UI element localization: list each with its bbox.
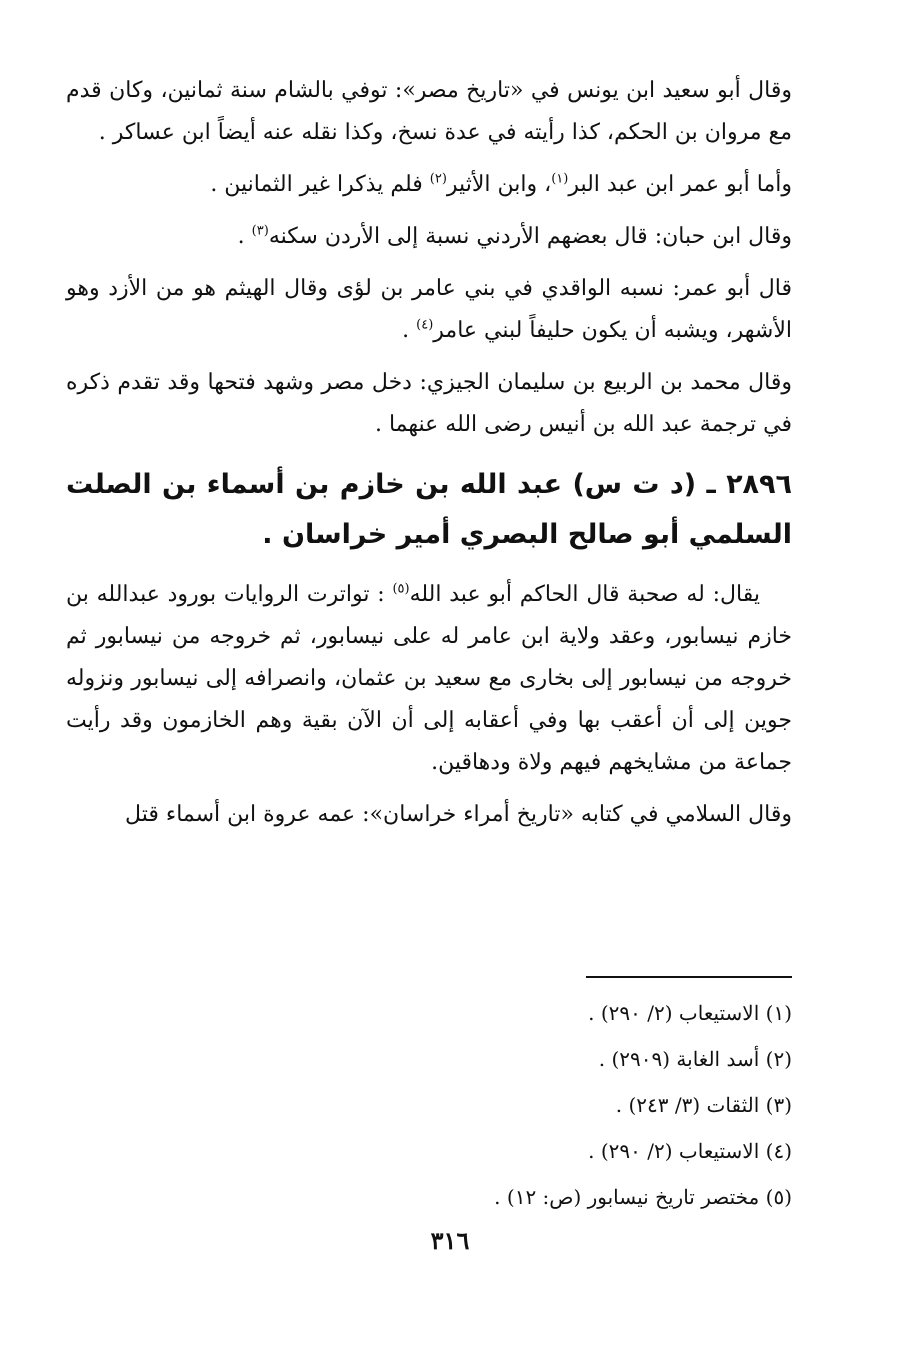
footnote-ref-4[interactable]: (٤) xyxy=(416,317,434,333)
paragraph-text: . xyxy=(402,318,417,343)
paragraph-text: : تواترت الروايات بورود عبدالله بن خازم نيسابور، وعقد ولاية ابن عامر له على نيسابور، ثم خروجه من نيسابور ثم خروجه من نيسابور إلى بخارى مع سعيد بن عثمان، وانصرافه إلى نيسابور ونزوله جوين إلى أن أعقب بها وفي أعقابه إلى أن الآن بقية وهم الخازمون وقد رأيت جماعة من مشايخهم فيهم ولاة ودهاقين. xyxy=(66,582,792,775)
footnote-divider xyxy=(586,976,792,978)
footnote-ref-2[interactable]: (٢) xyxy=(429,171,447,187)
paragraph-text: وأما أبو عمر ابن عبد البر xyxy=(568,172,792,197)
page-body xyxy=(66,70,792,846)
footnote-ref-5[interactable]: (٥) xyxy=(392,581,410,597)
paragraph-text: قال أبو عمر: نسبه الواقدي في بني عامر بن لؤى وقال الهيثم هو من الأزد وهو الأشهر، ويشبه أن يكون حليفاً لبني عامر xyxy=(66,276,792,343)
paragraph-ibn-yunus xyxy=(66,70,792,154)
paragraph-al-salami xyxy=(66,794,792,836)
footnote-1: (١) الاستيعاب (٢/ ٢٩٠) . xyxy=(588,1001,792,1025)
paragraph-text: وقال السلامي في كتابه «تاريخ أمراء خراسان»: عمه عروة ابن أسماء قتل xyxy=(125,802,792,827)
paragraph-text: فلم يذكرا غير الثمانين . xyxy=(210,172,430,197)
paragraph-text: وقال ابن حبان: قال بعضهم الأردني نسبة إلى الأردن سكنه xyxy=(268,224,792,249)
footnotes xyxy=(232,990,792,1220)
paragraph-nasab xyxy=(66,268,792,352)
paragraph-al-jizi xyxy=(66,362,792,446)
entry-heading: ٢٨٩٦ ـ (د ت س) عبد الله بن خازم بن أسماء بن الصلت السلمي أبو صالح البصري أمير خراسان . xyxy=(66,469,792,550)
page-number: ٣١٦ xyxy=(430,1226,470,1255)
footnote-ref-3[interactable]: (٣) xyxy=(251,223,269,239)
paragraph-text: وقال أبو سعيد ابن يونس في «تاريخ مصر»: توفي بالشام سنة ثمانين، وكان قدم مع مروان بن الحكم، كذا رأيته في عدة نسخ، وكذا نقله عنه أيضاً ابن عساكر . xyxy=(66,78,792,145)
footnote-ref-1[interactable]: (١) xyxy=(551,171,569,187)
footnote-4: (٤) الاستيعاب (٢/ ٢٩٠) . xyxy=(588,1139,792,1163)
footnote-5: (٥) مختصر تاريخ نيسابور (ص: ١٢) . xyxy=(494,1185,792,1209)
paragraph-ibn-hibban xyxy=(66,216,792,258)
paragraph-text: ، وابن الأثير xyxy=(446,172,552,197)
paragraph-text: يقال: له صحبة قال الحاكم أبو عبد الله xyxy=(409,582,760,607)
paragraph-text: . xyxy=(237,224,252,249)
footnote-3: (٣) الثقات (٣/ ٢٤٣) . xyxy=(615,1093,792,1117)
footnote-2: (٢) أسد الغابة (٢٩٠٩) . xyxy=(598,1047,792,1071)
paragraph-text: وقال محمد بن الربيع بن سليمان الجيزي: دخل مصر وشهد فتحها وقد تقدم ذكره في ترجمة عبد الله بن أنيس رضى الله عنهما . xyxy=(66,370,792,437)
paragraph-abu-umar xyxy=(66,164,792,206)
paragraph-al-hakim xyxy=(66,574,792,784)
